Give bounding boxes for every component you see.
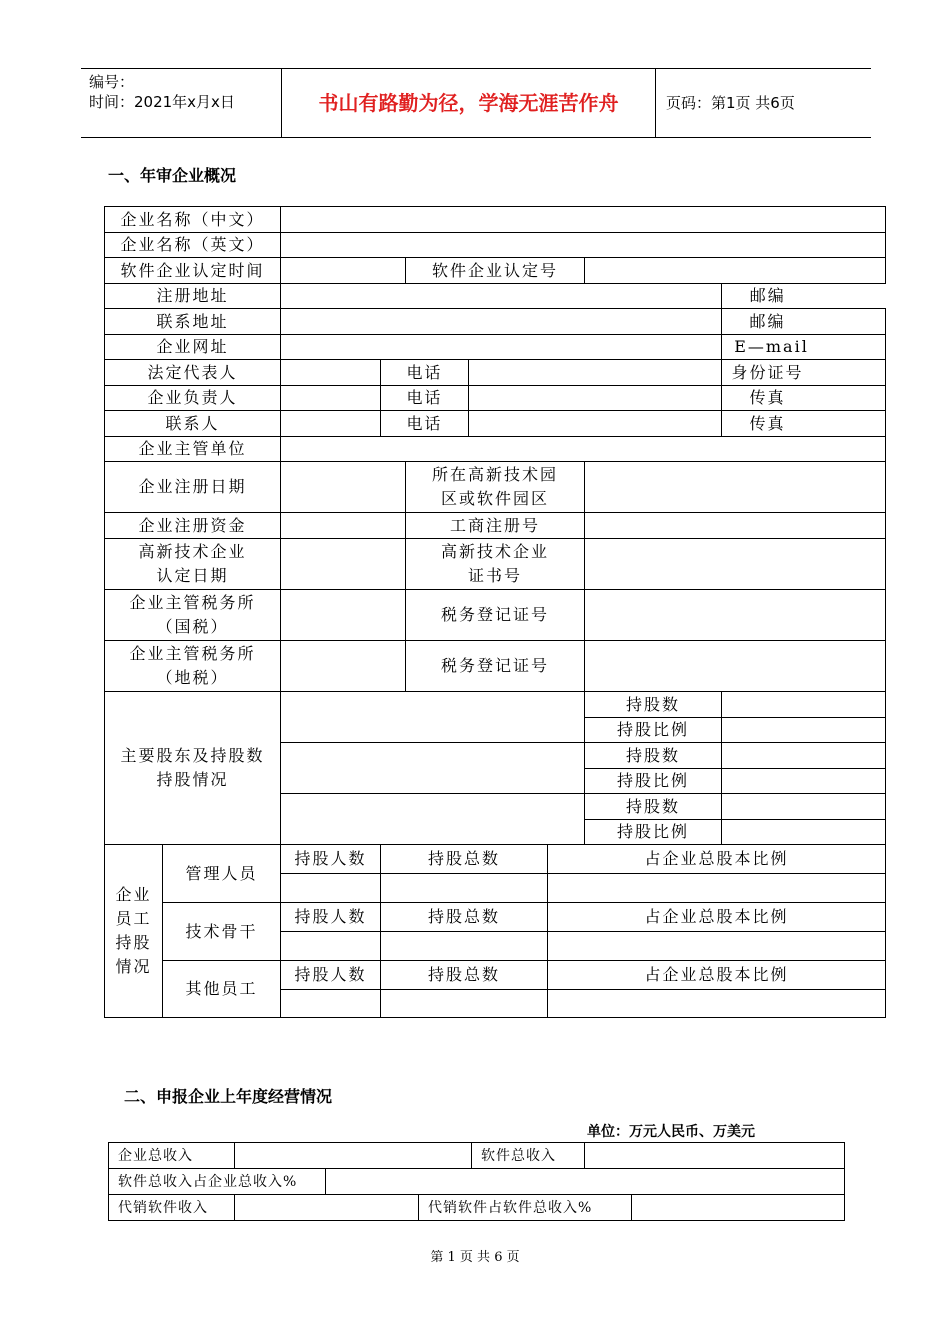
table-row [105, 462, 886, 513]
value-head[interactable] [281, 386, 381, 411]
table-row [105, 903, 886, 932]
value-sw-cert-time[interactable] [281, 258, 406, 284]
table-row [105, 284, 886, 309]
page-header [81, 68, 871, 138]
value-agency-pct[interactable] [632, 1195, 845, 1221]
label-shares-2: 持股数 [585, 743, 722, 769]
table-row [105, 411, 886, 437]
label-tax-reg-no-2: 税务登记证号 [406, 641, 585, 692]
label-agency-income: 代销软件收入 [109, 1195, 235, 1221]
label-tech-staff: 技术骨干 [163, 903, 281, 961]
label-fax: 传真 [722, 386, 886, 411]
label-postcode-2: 邮编 [722, 309, 886, 335]
value-reg-date[interactable] [281, 462, 406, 513]
label-hitech-cert: 高新技术企业 证书号 [406, 539, 585, 590]
label-agency-pct: 代销软件占软件总收入% [419, 1195, 632, 1221]
table-row [105, 539, 886, 590]
label-name-cn: 企业名称（中文） [105, 207, 281, 233]
value-biz-reg-no[interactable] [585, 513, 886, 539]
table-row [109, 1143, 845, 1169]
table-row [109, 1169, 845, 1195]
table-row [105, 335, 886, 360]
value-share-ratio-1[interactable] [722, 718, 886, 743]
value-website[interactable] [281, 335, 722, 360]
value-tax-local[interactable] [281, 641, 406, 692]
header-meta [81, 69, 282, 137]
unit-note: 单位：万元人民币、万美元 [587, 1124, 755, 1140]
table-row [105, 258, 886, 284]
value-hitech-cert[interactable] [585, 539, 886, 590]
value-other-total[interactable] [381, 990, 548, 1018]
value-phone-3[interactable] [469, 411, 722, 437]
enterprise-overview-table [104, 206, 886, 1018]
value-phone-2[interactable] [469, 386, 722, 411]
value-name-en[interactable] [281, 233, 886, 258]
table-row [105, 309, 886, 335]
value-reg-address[interactable] [281, 284, 722, 309]
table-row [105, 692, 886, 718]
page-footer: 第 1 页 共 6 页 [430, 1250, 520, 1265]
value-park[interactable] [585, 462, 886, 513]
label-equity-ratio-3: 占企业总股本比例 [548, 961, 886, 990]
value-shares-3[interactable] [722, 794, 886, 820]
value-reg-capital[interactable] [281, 513, 406, 539]
label-holders-count: 持股人数 [281, 845, 381, 874]
value-total-income[interactable] [235, 1143, 472, 1169]
value-tech-ratio[interactable] [548, 932, 886, 961]
document-time-label: 时间：2021年x月x日 [89, 93, 235, 111]
table-row [105, 437, 886, 462]
label-phone-2: 电话 [381, 386, 469, 411]
label-email: E—mail [722, 335, 886, 360]
value-shareholder-3[interactable] [281, 794, 585, 845]
value-contact[interactable] [281, 411, 381, 437]
label-total-shares: 持股总数 [381, 845, 548, 874]
label-total-shares-2: 持股总数 [381, 903, 548, 932]
table-row [105, 590, 886, 641]
label-share-ratio-3: 持股比例 [585, 820, 722, 845]
label-name-en: 企业名称（英文） [105, 233, 281, 258]
document-number-label: 编号： [89, 73, 135, 91]
table-row [105, 360, 886, 386]
label-supervisor: 企业主管单位 [105, 437, 281, 462]
label-equity-ratio-2: 占企业总股本比例 [548, 903, 886, 932]
label-website: 企业网址 [105, 335, 281, 360]
label-tax-national: 企业主管税务所 （国税） [105, 590, 281, 641]
label-sw-cert-no: 软件企业认定号 [406, 258, 585, 284]
label-total-income: 企业总收入 [109, 1143, 235, 1169]
value-software-pct[interactable] [326, 1169, 845, 1195]
label-head: 企业负责人 [105, 386, 281, 411]
value-tax-national[interactable] [281, 590, 406, 641]
label-reg-capital: 企业注册资金 [105, 513, 281, 539]
label-share-ratio: 持股比例 [585, 718, 722, 743]
value-share-ratio-2[interactable] [722, 769, 886, 794]
header-page-number: 页码：第1页 共6页 [666, 94, 795, 112]
label-software-pct: 软件总收入占企业总收入% [109, 1169, 326, 1195]
label-contact: 联系人 [105, 411, 281, 437]
value-shareholder-1[interactable] [281, 692, 585, 743]
value-tax-reg-no[interactable] [585, 590, 886, 641]
label-equity-ratio: 占企业总股本比例 [548, 845, 886, 874]
label-park: 所在高新技术园 区或软件园区 [406, 462, 585, 513]
value-software-income[interactable] [585, 1143, 845, 1169]
table-row [109, 1195, 845, 1221]
table-row [105, 961, 886, 990]
section2-title: 二、申报企业上年度经营情况 [124, 1087, 333, 1106]
table-row [105, 641, 886, 692]
label-software-income: 软件总收入 [472, 1143, 585, 1169]
label-total-shares-3: 持股总数 [381, 961, 548, 990]
value-share-ratio-3[interactable] [722, 820, 886, 845]
label-reg-date: 企业注册日期 [105, 462, 281, 513]
table-row [105, 513, 886, 539]
value-other-count[interactable] [281, 990, 381, 1018]
label-managers: 管理人员 [163, 845, 281, 903]
label-biz-reg-no: 工商注册号 [406, 513, 585, 539]
value-tech-total[interactable] [381, 932, 548, 961]
label-postcode: 邮编 [722, 284, 886, 309]
label-sw-cert-time: 软件企业认定时间 [105, 258, 281, 284]
operations-table [108, 1142, 845, 1221]
value-managers-count[interactable] [281, 874, 381, 903]
value-supervisor[interactable] [281, 437, 886, 462]
label-tax-local: 企业主管税务所 （地税） [105, 641, 281, 692]
label-shares-3: 持股数 [585, 794, 722, 820]
value-managers-total[interactable] [381, 874, 548, 903]
label-tax-reg-no: 税务登记证号 [406, 590, 585, 641]
value-agency-income[interactable] [235, 1195, 419, 1221]
label-legal-rep: 法定代表人 [105, 360, 281, 386]
label-share-ratio-2: 持股比例 [585, 769, 722, 794]
value-hitech-date[interactable] [281, 539, 406, 590]
label-fax-2: 传真 [722, 411, 886, 437]
value-phone[interactable] [469, 360, 722, 386]
label-phone: 电话 [381, 360, 469, 386]
label-contact-address: 联系地址 [105, 309, 281, 335]
label-employee-shares: 企业 员工 持股 情况 [105, 845, 163, 1018]
value-tax-reg-no-2[interactable] [585, 641, 886, 692]
value-contact-address[interactable] [281, 309, 722, 335]
value-name-cn[interactable] [281, 207, 886, 233]
table-row [105, 233, 886, 258]
header-motto: 书山有路勤为径，学海无涯苦作舟 [282, 69, 656, 137]
label-id-no: 身份证号 [722, 360, 886, 386]
table-row [105, 386, 886, 411]
value-shares-1[interactable] [722, 692, 886, 718]
table-row [105, 845, 886, 874]
section1-title: 一、年审企业概况 [108, 166, 237, 185]
value-other-ratio[interactable] [548, 990, 886, 1018]
value-managers-ratio[interactable] [548, 874, 886, 903]
label-holders-count-3: 持股人数 [281, 961, 381, 990]
table-row [105, 207, 886, 233]
label-other-staff: 其他员工 [163, 961, 281, 1018]
label-reg-address: 注册地址 [105, 284, 281, 309]
value-legal-rep[interactable] [281, 360, 381, 386]
label-hitech-date: 高新技术企业 认定日期 [105, 539, 281, 590]
value-sw-cert-no[interactable] [585, 258, 886, 284]
value-shares-2[interactable] [722, 743, 886, 769]
label-holders-count-2: 持股人数 [281, 903, 381, 932]
label-shares: 持股数 [585, 692, 722, 718]
label-phone-3: 电话 [381, 411, 469, 437]
value-shareholder-2[interactable] [281, 743, 585, 794]
label-shareholders: 主要股东及持股数 持股情况 [105, 692, 281, 845]
value-tech-count[interactable] [281, 932, 381, 961]
